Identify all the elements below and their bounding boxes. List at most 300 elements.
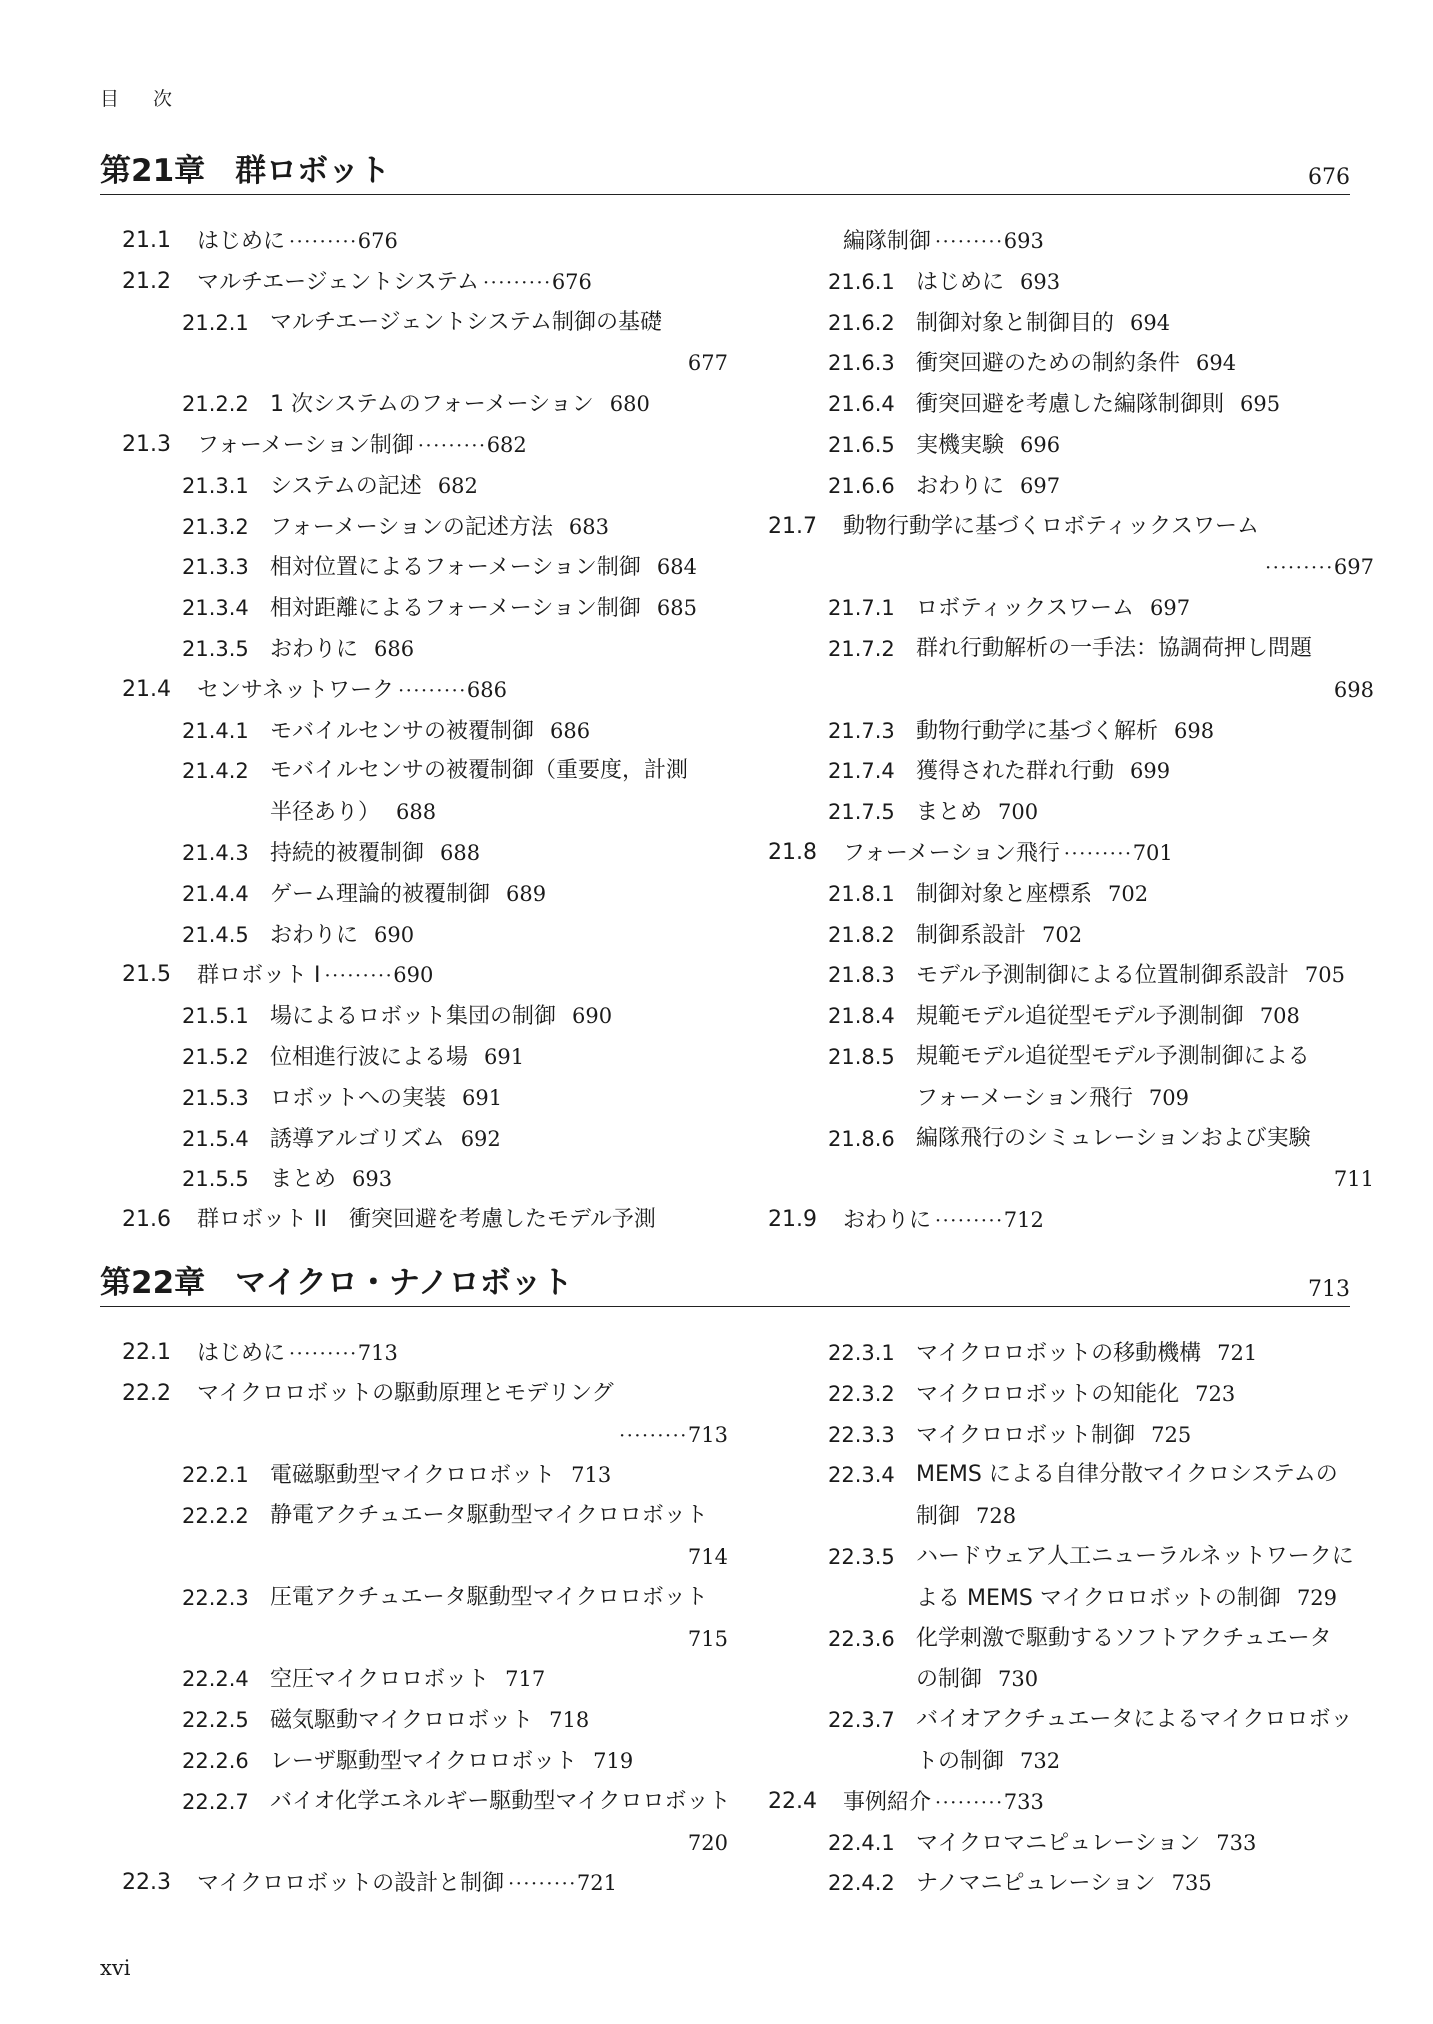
entry-title-line [270,1496,708,1537]
chapter-page-number: 713 [1308,1277,1350,1302]
entry-title: 化学刺激で駆動するソフトアクチュエータ [916,1625,1332,1651]
entry-title: 動物行動学に基づく解析 [916,718,1159,744]
entry-page: 721 [576,1871,617,1896]
entry-title: ゲーム理論的被覆制御 [270,881,491,907]
leader-dots: ········· [289,1343,358,1365]
entry-title-continued [916,1078,1189,1120]
entry-page: 693 [1003,229,1044,253]
toc-entry[interactable] [768,466,1374,507]
entry-title-line [197,221,398,263]
entry-title-line [916,629,1312,670]
entry-title-line [916,466,1060,508]
entry-title: 群れ行動解析の一手法：協調荷押し問題 [916,635,1313,661]
entry-title: 誘導アルゴリズム [270,1126,445,1152]
toc-entry[interactable] [768,996,1374,1037]
toc-entry[interactable] [768,1782,1374,1823]
entry-title: バイオ化学エネルギー駆動型マイクロロボット [270,1788,731,1814]
entry-title-line [197,425,527,467]
toc-entry[interactable] [768,384,1374,425]
entry-title-continued [916,1741,1060,1783]
toc-entry[interactable] [768,874,1374,915]
chapter-page-number: 676 [1308,165,1350,190]
entry-title-continued [843,221,1044,263]
entry-number: 22.3.2 [828,1381,895,1406]
entry-title: 獲得された群れ行動 [916,759,1115,785]
entry-title-line [916,303,1170,345]
toc-entry[interactable] [122,1078,728,1119]
toc-column-left [122,1333,731,1904]
entry-page: 691 [484,1044,525,1069]
toc-entry[interactable] [122,466,728,507]
toc-entry[interactable] [768,1700,1374,1741]
entry-page-continued [688,343,728,385]
toc-entry[interactable] [122,874,728,915]
toc-entry[interactable] [768,262,1374,303]
entry-page: 682 [437,473,478,498]
entry-title-line [270,874,546,916]
entry-title: フォーメーション制御 [197,432,414,458]
entry-title: 相対位置によるフォーメーション制御 [270,555,641,581]
toc-entry[interactable] [768,1537,1374,1578]
entry-number: 21.3 [122,431,171,457]
leader-dots: ········· [1063,842,1133,865]
entry-page-continued [688,1537,728,1579]
entry-title: 制御対象と制御目的 [916,310,1115,336]
entry-number: 21.8 [768,839,817,865]
entry-page: 686 [466,677,507,702]
entry-title: マイクロロボットの知能化 [916,1381,1180,1407]
chapter-number: 第21章 [100,153,206,189]
entry-number: 21.8.1 [828,881,895,906]
entry-title: ハードウェア人工ニューラルネットワークに [916,1543,1354,1569]
entry-title-line [916,955,1345,997]
entry-title-line [916,1119,1311,1160]
entry-title-line [843,1200,1044,1242]
leader-dots: ········· [508,1873,577,1896]
entry-title: 規範モデル追従型モデル予測制御による [916,1043,1310,1069]
entry-title: はじめに [916,269,1005,295]
toc-entry[interactable] [122,547,728,588]
entry-title: 衝突回避を考慮した編隊制御則 [916,392,1225,418]
toc-entry[interactable] [122,1741,728,1782]
entry-title-line [916,1455,1338,1496]
toc-entry[interactable] [122,915,728,956]
entry-number: 22.2.3 [182,1585,249,1610]
toc-entry[interactable] [122,303,728,344]
entry-page: 725 [1151,1422,1192,1447]
leader-dots: ········· [1265,557,1334,580]
entry-title-line [270,384,650,426]
entry-page: 693 [1020,269,1061,294]
chapter-22 [100,1262,1354,1897]
leader-dots: ········· [935,231,1004,253]
entry-page: 714 [687,1544,728,1569]
entry-number: 22.3.1 [828,1341,895,1365]
entry-page: 718 [549,1708,590,1733]
entry-title: ナノマニピュレーション [916,1871,1156,1897]
entry-title: 事例紹介 [843,1789,932,1815]
toc-entry [768,1741,1374,1782]
entry-title-line [270,588,697,630]
entry-number: 22.4.2 [828,1871,895,1896]
chapter-title-text: 群ロボット [235,153,391,189]
entry-page: 690 [374,922,415,947]
entry-number: 21.4.4 [182,881,249,906]
toc-entry [122,792,728,833]
entry-title-line [916,1863,1212,1905]
toc-entry[interactable] [122,1374,728,1415]
entry-page: 697 [1020,473,1061,498]
entry-title: マイクロロボット制御 [916,1422,1136,1448]
entry-page: 694 [1130,310,1171,335]
toc-entry[interactable] [768,1415,1374,1456]
entry-title: 群ロボット I [197,963,321,989]
entry-title-line [916,1537,1354,1578]
entry-title: フォーメーションの記述方法 [270,514,553,540]
toc-entry[interactable] [768,915,1374,956]
entry-title-line [916,588,1190,630]
entry-title-line [916,1823,1256,1865]
entry-page: 690 [393,963,434,988]
entry-number: 21.8.6 [828,1126,895,1151]
entry-title: まとめ [270,1167,337,1193]
toc-entry [768,1496,1374,1537]
entry-number: 21.7 [768,513,817,539]
toc-entry[interactable] [768,425,1374,466]
toc-entry[interactable] [122,1119,728,1160]
entry-number: 22.2.7 [182,1789,249,1814]
entry-title: 磁気駆動マイクロロボット [270,1708,534,1734]
entry-number: 21.5.3 [182,1085,249,1110]
toc-entry[interactable] [122,751,728,792]
leader-dots: ········· [935,1791,1004,1814]
toc-entry [768,547,1374,588]
entry-page: 709 [1148,1085,1190,1110]
entry-title: 静電アクチュエータ駆動型マイクロロボット [270,1503,708,1529]
entry-number: 21.3.5 [182,636,249,661]
entry-title: レーザ駆動型マイクロロボット [270,1748,578,1774]
entry-number: 21.7.5 [828,800,895,825]
entry-number: 21.3.2 [182,514,249,539]
toc-entry[interactable] [122,955,728,996]
entry-number: 21.8.2 [828,922,895,947]
toc-entry[interactable] [122,1863,728,1904]
entry-title-line [916,915,1082,957]
entry-title-line [270,1659,545,1701]
leader-dots: ········· [289,231,358,253]
entry-page: 697 [1333,555,1374,580]
toc-entry[interactable] [122,425,728,466]
toc-entry[interactable] [122,1200,728,1241]
entry-number: 21.6.2 [828,310,895,335]
toc-entry[interactable] [768,343,1374,384]
entry-title: マイクロロボットの設計と制御 [197,1871,505,1897]
toc-entry[interactable] [122,1578,728,1619]
entry-number: 21.1 [122,228,171,253]
entry-number: 22.1 [122,1340,171,1365]
toc-column-right [768,221,1374,1241]
toc-entry[interactable] [768,1455,1374,1496]
toc-column-right [768,1333,1374,1904]
entry-title-line [270,996,612,1038]
entry-title-line [270,1741,633,1783]
entry-title-line [270,1119,501,1161]
entry-number: 21.8.5 [828,1044,895,1069]
entry-page: 686 [374,636,415,661]
entry-page: 701 [1132,840,1173,865]
toc-entry[interactable] [122,1333,728,1374]
toc-entry[interactable] [122,1782,731,1823]
toc-entry[interactable] [768,1823,1374,1864]
toc-entry[interactable] [122,1455,728,1496]
entry-title: マイクロロボットの駆動原理とモデリング [197,1380,614,1406]
entry-title: トの制御 [916,1748,1005,1774]
entry-number: 21.6.3 [828,351,895,376]
toc-entry[interactable] [122,507,728,548]
entry-title: おわりに [270,922,359,948]
leader-dots: ········· [935,1210,1004,1233]
entry-page: 702 [1042,922,1083,947]
toc-entry[interactable] [122,262,728,303]
toc-entry[interactable] [768,1374,1374,1415]
entry-page: 680 [609,392,650,417]
toc-entry[interactable] [768,1619,1374,1660]
entry-page-continued [1334,1159,1374,1201]
toc-entry [768,1659,1374,1700]
entry-number: 21.8.4 [828,1004,895,1029]
entry-title-continued [916,1578,1337,1620]
entry-title: はじめに [197,1341,286,1366]
entry-page: 684 [656,555,698,580]
entry-title: おわりに [916,473,1005,499]
entry-page: 699 [1130,759,1171,784]
toc-entry[interactable] [768,507,1374,548]
entry-page: 720 [687,1830,728,1855]
entry-number: 21.6 [122,1207,171,1233]
toc-entry[interactable] [122,1159,728,1200]
entry-page: 695 [1240,392,1281,417]
entry-title-line [270,507,609,549]
entry-title: 制御系設計 [916,922,1027,948]
entry-title: ロボットへの実装 [270,1085,447,1111]
entry-number: 22.2.2 [182,1504,249,1529]
entry-number: 21.6.5 [828,432,895,457]
toc-entry[interactable] [122,996,728,1037]
entry-title-line [197,955,433,997]
entry-title: センサネットワーク [197,677,395,703]
entry-number: 21.9 [768,1207,817,1233]
toc-entry [768,221,1374,262]
entry-title: MEMS による自律分散マイクロシステムの [916,1462,1338,1488]
entry-title: マルチエージェントシステム制御の基礎 [270,309,663,335]
entry-number: 22.3.6 [828,1626,895,1651]
entry-title-line [270,1037,524,1079]
entry-title-line [916,1374,1235,1416]
entry-title-line [270,466,478,508]
chapter-title[interactable] [100,145,390,190]
entry-title: モバイルセンサの被覆制御 [270,718,535,744]
entry-page: 676 [551,269,592,294]
toc-entry [768,670,1374,711]
entry-title-line [270,547,697,589]
entry-title: よる MEMS マイクロロボットの制御 [916,1585,1281,1611]
toc-entry[interactable] [768,1333,1374,1374]
entry-title-line [270,1159,392,1201]
entry-number: 21.4.2 [182,759,249,784]
entry-title: 持続的被覆制御 [270,840,425,866]
toc-entry[interactable] [122,711,728,752]
entry-page: 676 [357,229,398,253]
toc-entry[interactable] [768,1037,1374,1078]
toc-entry[interactable] [768,955,1374,996]
entry-number: 21.2.1 [182,310,249,335]
entry-title-line [197,262,592,304]
entry-title: モバイルセンサの被覆制御（重要度，計測 [270,758,689,784]
entry-number: 22.2 [122,1380,171,1406]
entry-page: 683 [568,514,610,539]
entry-title-line [197,670,507,712]
running-header: 目 次 [100,88,187,110]
toc-entry[interactable] [122,1037,728,1078]
entry-number: 21.2.2 [182,392,249,417]
entry-title: おわりに [270,636,359,662]
entry-page: 693 [352,1167,393,1192]
entry-title-line [270,751,688,792]
entry-number: 22.3.7 [828,1708,895,1733]
entry-title-line [916,996,1300,1038]
entry-title-line [916,1333,1257,1375]
entry-number: 21.5.1 [182,1004,249,1029]
entry-title-line [843,833,1173,875]
entry-page: 692 [460,1126,501,1151]
entry-title-line [916,792,1038,834]
toc-entry[interactable] [768,751,1374,792]
entry-title-line [916,711,1214,753]
entry-number: 21.7.3 [828,718,895,743]
entry-number: 21.5 [122,962,171,988]
entry-page: 696 [1020,432,1061,457]
entry-page: 697 [1150,596,1191,621]
entry-title-line [270,629,414,671]
entry-title: はじめに [197,229,286,254]
entry-number: 21.7.2 [828,636,895,661]
chapter-title[interactable] [100,1257,573,1302]
entry-title-line [916,1619,1332,1660]
entry-page: 728 [976,1504,1017,1529]
entry-page: 733 [1003,1789,1044,1814]
toc-entry[interactable] [122,833,728,874]
entry-number: 21.6.1 [828,269,895,294]
entry-number: 21.3.3 [182,555,249,580]
chapter-21 [100,150,1374,1234]
toc-entry[interactable] [768,833,1374,874]
entry-title: 1 次システムのフォーメーション [270,392,594,418]
entry-number: 22.2.6 [182,1748,249,1773]
entry-page: 733 [1216,1830,1257,1855]
entry-title-line [916,874,1148,916]
entry-page: 698 [1333,677,1374,702]
entry-number: 21.8.3 [828,963,895,988]
entry-title-line [270,711,590,753]
entry-page: 732 [1020,1748,1061,1773]
toc-entry[interactable] [768,629,1374,670]
entry-page: 694 [1196,351,1237,376]
entry-page: 721 [1217,1341,1258,1365]
toc-entry[interactable] [768,1863,1374,1904]
entry-page: 691 [462,1085,503,1110]
entry-page: 711 [1333,1167,1374,1192]
entry-page: 735 [1171,1871,1212,1896]
entry-page: 685 [656,596,698,621]
toc-entry[interactable] [122,1659,728,1700]
toc-entry[interactable] [122,1700,728,1741]
entry-title: 群ロボット II 衝突回避を考慮したモデル予測 [197,1207,656,1233]
page-number: xvi [100,1956,131,1980]
entry-number: 22.2.5 [182,1708,249,1733]
entry-title: 規範モデル追従型モデル予測制御 [916,1004,1244,1030]
entry-title-line [916,262,1060,304]
entry-number: 22.4 [768,1788,817,1814]
leader-dots: ········· [619,1424,688,1447]
entry-page: 729 [1296,1585,1338,1610]
entry-title: 半径あり） [270,800,381,826]
toc-entry[interactable] [768,1200,1374,1241]
entry-title-line [270,1578,708,1619]
toc-entry[interactable] [768,1119,1374,1160]
entry-number: 21.6.6 [828,473,895,498]
entry-title-line [270,833,480,875]
entry-title: ロボティックスワーム [916,596,1135,622]
chapter-heading [100,1262,1350,1307]
entry-page: 689 [506,881,547,906]
entry-title: マイクロマニピュレーション [916,1830,1201,1856]
entry-title: フォーメーション飛行 [916,1085,1133,1111]
toc-entry[interactable] [122,384,728,425]
entry-title: 衝突回避のための制約条件 [916,351,1181,377]
toc-entry[interactable] [768,711,1374,752]
toc-entry[interactable] [768,588,1374,629]
leader-dots: ········· [324,965,394,988]
entry-title: まとめ [916,800,983,826]
entry-number: 21.4 [122,676,171,702]
toc-entry [122,1537,728,1578]
entry-page: 717 [505,1667,546,1692]
toc-entry[interactable] [122,629,728,670]
toc-entry[interactable] [768,792,1374,833]
entry-page: 708 [1259,1004,1300,1029]
entry-number: 22.3.4 [828,1463,895,1488]
entry-title-line [916,384,1280,426]
entry-title: バイオアクチュエータによるマイクロロボッ [916,1707,1353,1733]
entry-page: 702 [1108,881,1149,906]
entry-title-line [843,507,1259,548]
toc-entry[interactable] [122,1496,728,1537]
entry-title-line [270,1078,502,1120]
entry-title: モデル予測制御による位置制御系設計 [916,963,1289,989]
entry-number: 22.3.3 [828,1422,895,1447]
entry-title-line [916,1415,1191,1457]
toc-column-left [122,221,728,1241]
toc-entry[interactable] [122,670,728,711]
toc-entry[interactable] [768,303,1374,344]
entry-title: 実機実験 [916,432,1005,458]
toc-entry[interactable] [122,221,728,262]
toc-entry [122,1415,728,1456]
entry-title-continued [916,1496,1016,1538]
toc-entry [122,343,728,384]
entry-title: 電磁駆動型マイクロロボット [270,1463,556,1489]
toc-entry[interactable] [122,588,728,629]
